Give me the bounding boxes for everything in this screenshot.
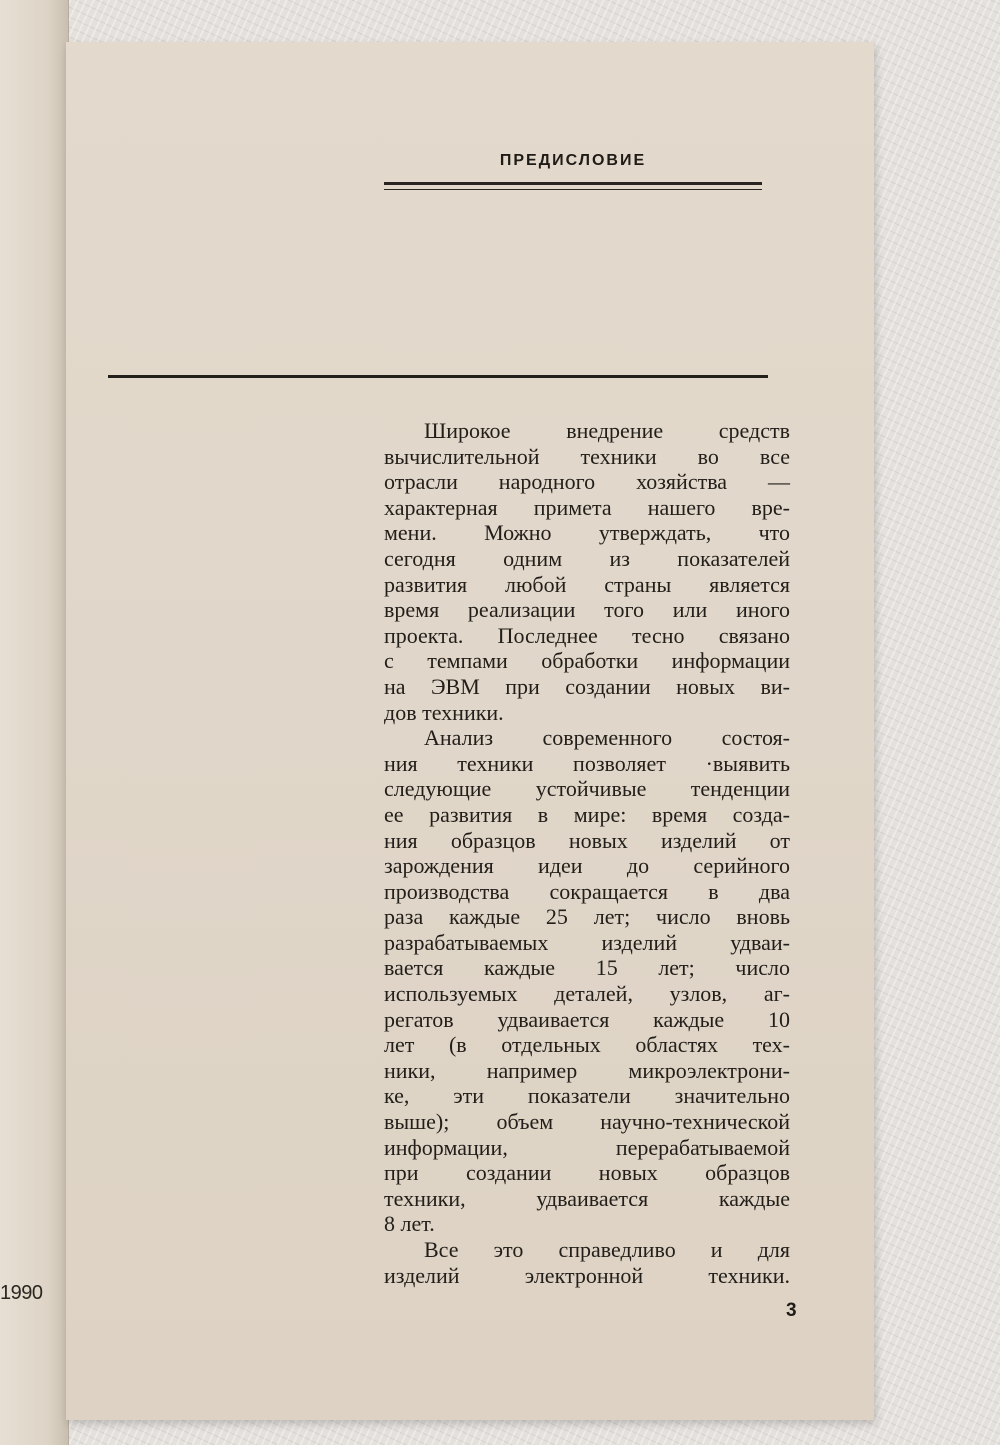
text-line: сегодня одним из показателей (384, 545, 790, 571)
heading-rule-thick (384, 182, 762, 185)
text-line: мени. Можно утверждать, что (384, 520, 790, 546)
text-line: время реализации того или иного (384, 597, 790, 623)
text-line: ее развития в мире: время созда- (384, 801, 790, 827)
page-heading: ПРЕДИСЛОВИЕ (499, 152, 647, 169)
text-line: следующие устойчивые тенденции (384, 776, 790, 802)
text-line: Широкое внедрение средств (424, 418, 790, 443)
text-line: ния образцов новых изделий от (384, 827, 790, 853)
text-line: раза каждые 25 лет; число вновь (384, 904, 790, 930)
heading-double-rule (384, 182, 762, 192)
text-line: Анализ современного состоя- (424, 725, 790, 751)
text-line: дов техники. (384, 699, 504, 725)
text-line: вается каждые 15 лет; число (384, 955, 790, 981)
text-line: ке, эти показатели значительно (384, 1083, 790, 1109)
text-line: проекта. Последнее тесно связано (384, 622, 790, 648)
text-line: регатов удваивается каждые 10 (384, 1006, 790, 1032)
text-line: вычислительной техники во все (384, 443, 790, 469)
text-line: Все это справедливо и для (424, 1237, 790, 1262)
text-line: с темпами обработки информации (384, 648, 790, 674)
section-divider-rule (108, 375, 768, 378)
text-line: техники, удваивается каждые (384, 1185, 790, 1211)
body-text (384, 418, 790, 1288)
text-line: лет (в отдельных областях тех- (384, 1032, 790, 1058)
text-line: зарождения идеи до серийного (384, 853, 790, 879)
text-line: ния техники позволяет ·выявить (384, 750, 790, 776)
text-line: ники, например микроэлектрони- (384, 1057, 790, 1083)
left-page-edge (0, 0, 69, 1445)
text-line: выше); объем научно-технической (384, 1109, 790, 1135)
text-line: на ЭВМ при создании новых ви- (384, 673, 790, 699)
text-line: используемых деталей, узлов, аг- (384, 981, 790, 1007)
text-line: производства сокращается в два (384, 878, 790, 904)
text-line: изделий электронной техники. (384, 1262, 790, 1288)
page-number: 3 (786, 1300, 797, 1321)
text-line: отрасли народного хозяйства — (384, 469, 790, 495)
heading-rule-thin (384, 189, 762, 190)
text-line: развития любой страны является (384, 571, 790, 597)
text-line: при создании новых образцов (384, 1160, 790, 1186)
text-line: разрабатываемых изделий удваи- (384, 929, 790, 955)
text-line: информации, перерабатываемой (384, 1134, 790, 1160)
text-line: характерная примета нашего вре- (384, 494, 790, 520)
left-page-year: 1990 (0, 1282, 43, 1304)
text-line: 8 лет. (384, 1211, 435, 1237)
